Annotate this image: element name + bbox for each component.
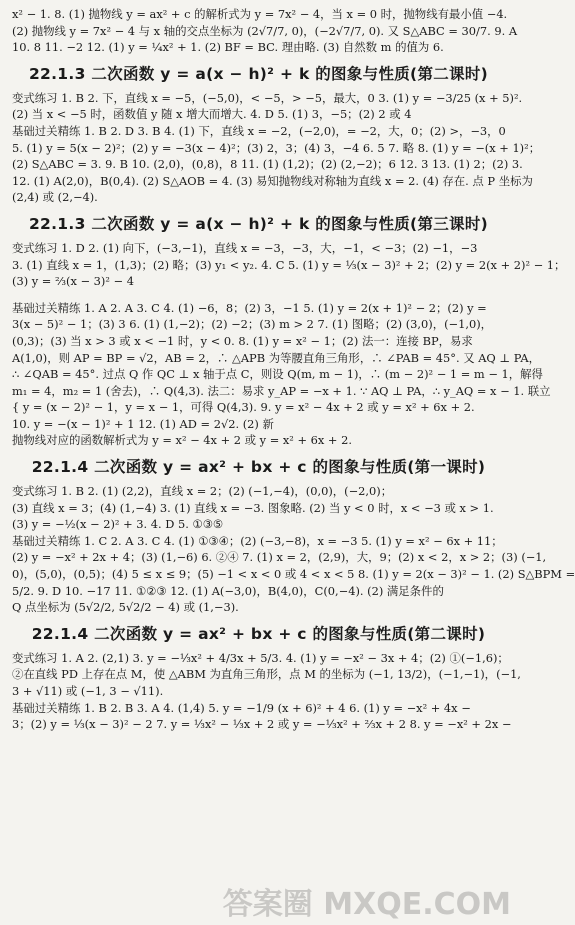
text-line: x² − 1. 8. (1) 抛物线 y = ax² + c 的解析式为 y = 7x² − 4，当 x = 0 时，抛物线有最小值 −4. <box>12 7 508 21</box>
text-line: 10. 8 11. −2 12. (1) y = ¼x² + 1. (2) BF = BC. 理由略. (3) 自然数 m 的值为 6. <box>12 40 444 55</box>
text-line: (3) 直线 x = 3；(4) (1,−4) 3. (1) 直线 x = −3. 图象略. (2) 当 y < 0 时，x < −3 或 x > 1. <box>12 500 494 515</box>
section-22-1-3-part2 <box>12 62 541 206</box>
text-line: 5. (1) y = 5(x − 2)²；(2) y = −3(x − 4)²；(3) 2，3；(4) 3，−4 6. 5 7. 略 8. (1) y = −(x + 1)²； <box>12 140 541 155</box>
text-line: 基础过关精练 1. B 2. B 3. A 4. (1,4) 5. y = −1/9 (x + 6)² + 4 6. (1) y = −x² + 4x − <box>12 700 471 715</box>
text-line: 变式练习 1. B 2. (1) (2,2)，直线 x = 2；(2) (−1,−4)，(0,0)，(−2,0)； <box>12 484 393 499</box>
text-line: (3) y = −½(x − 2)² + 3. 4. D 5. ①③⑤ <box>12 517 224 532</box>
text-line: 基础过关精练 1. B 2. D 3. B 4. (1) 下，直线 x = −2，(−2,0)，= −2，大，0；(2) >，−3，0 <box>12 123 506 138</box>
text-line: 5/2. 9. D 10. −17 11. ①②③ 12. (1) A(−3,0)，B(4,0)，C(0,−4). (2) 满足条件的 <box>12 583 444 598</box>
section-title: 22.1.4 二次函数 y = ax² + bx + c 的图象与性质(第一课时) <box>31 458 486 477</box>
text-line: 3 + √11) 或 (−1, 3 − √11). <box>12 684 164 698</box>
section-22-1-4-part2 <box>12 622 521 733</box>
text-line: 3(x − 5)² − 1；(3) 3 6. (1) (1,−2)；(2) −2；(3) m > 2 7. (1) 图略；(2) (3,0)，(−1,0)， <box>12 317 493 332</box>
text-line: (2) 抛物线 y = 7x² − 4 与 x 轴的交点坐标为 (2√7/7, 0)，(−2√7/7, 0). 又 S△ABC = 30/7. 9. A <box>12 23 518 38</box>
section-title: 22.1.3 二次函数 y = a(x − h)² + k 的图象与性质(第二课时) <box>28 64 489 83</box>
text-line: (2) 当 x < −5 时，函数值 y 随 x 增大而增大. 4. D 5. (1) 3，−5；(2) 2 或 4 <box>12 107 412 122</box>
text-line: A(1,0)，则 AP = BP = √2，AB = 2，∴ △APB 为等腰直角三角形，∴ ∠PAB = 45°. 又 AQ ⊥ PA， <box>12 350 540 365</box>
text-line: ∴ ∠QAB = 45°. 过点 Q 作 QC ⊥ x 轴于点 C，则设 Q(m, m − 1)，∴ (m − 2)² − 1 = m − 1，解得 <box>12 367 543 382</box>
text-line: 抛物线对应的函数解析式为 y = x² − 4x + 2 或 y = x² + 6x + 2. <box>12 433 352 448</box>
text-line: 0)，(5,0)，(0,5)；(4) 5 ≤ x ≤ 9；(5) −1 < x < 0 或 4 < x < 5 8. (1) y = 2(x − 3)² − 1. (2) S△BPM = <box>12 567 575 582</box>
text-line: (2) S△ABC = 3. 9. B 10. (2,0)，(0,8)，8 11. (1) (1,2)；(2) (2,−2)；6 12. 3 13. (1) 2；(2) 3. <box>12 157 523 172</box>
text-line: m₁ = 4，m₂ = 1 (舍去)，∴ Q(4,3). 法二：易求 y_AP = −x + 1. ∵ AQ ⊥ PA，∴ y_AQ = x − 1. 联立 <box>12 383 551 398</box>
section-title: 22.1.4 二次函数 y = ax² + bx + c 的图象与性质(第二课时) <box>31 624 486 643</box>
spacer <box>12 290 505 300</box>
text-line: ②在直线 PD 上存在点 M，使 △ABM 为直角三角形，点 M 的坐标为 (−1, 13/2)，(−1,−1)，(−1, <box>12 667 521 682</box>
text-line: 3；(2) y = ⅓(x − 3)² − 2 7. y = ⅓x² − ⅓x + 2 或 y = −⅓x² + ⅔x + 2 8. y = −x² + 2x − <box>12 717 512 732</box>
text-line: 基础过关精练 1. C 2. A 3. C 4. (1) ①③④；(2) (−3,−8)，x = −3 5. (1) y = x² − 6x + 11； <box>12 533 503 548</box>
text-line: { y = (x − 2)² − 1，y = x − 1，可得 Q(4,3). 9. y = x² − 4x + 2 或 y = x² + 6x + 2. <box>12 400 475 415</box>
text-line: (3) y = ⅔(x − 3)² − 4 <box>12 274 134 289</box>
text-line: 基础过关精练 1. A 2. A 3. C 4. (1) −6，8；(2) 3，−1 5. (1) y = 2(x + 1)² − 2；(2) y = <box>12 300 487 315</box>
text-line: 12. (1) A(2,0)，B(0,4). (2) S△AOB = 4. (3) 易知抛物线对称轴为直线 x = 2. (4) 存在. 点 P 坐标为 <box>12 173 533 188</box>
section-22-1-4-part1 <box>12 455 575 616</box>
section-22-1-3-part3 <box>12 212 566 449</box>
text-line: 变式练习 1. D 2. (1) 向下，(−3,−1)，直线 x = −3，−3，大，−1，< −3；(2) −1，−3 <box>12 240 478 255</box>
text-line: 3. (1) 直线 x = 1，(1,3)；(2) 略；(3) y₁ < y₂. 4. C 5. (1) y = ⅓(x − 3)² + 2；(2) y = 2(x + 2)² − 1； <box>12 257 566 272</box>
section-title: 22.1.3 二次函数 y = a(x − h)² + k 的图象与性质(第三课时) <box>28 214 489 233</box>
text-line: 变式练习 1. B 2. 下，直线 x = −5，(−5,0)，< −5，> −5，最大，0 3. (1) y = −3/25 (x + 5)². <box>12 90 523 105</box>
block-continued <box>12 6 518 56</box>
text-line: 变式练习 1. A 2. (2,1) 3. y = −⅓x² + 4/3x + 5/3. 4. (1) y = −x² − 3x + 4；(2) ①(−1,6)； <box>12 650 509 665</box>
text-line: (2) y = −x² + 2x + 4；(3) (1,−6) 6. ②④ 7. (1) x = 2，(2,9)，大，9；(2) x < 2，x > 2；(3) (−1, <box>12 550 547 565</box>
text-line: (2,4) 或 (2,−4). <box>12 190 98 205</box>
watermark-logo: 答案圈 MXQE.COM <box>222 887 511 922</box>
text-line: (0,3)；(3) 当 x > 3 或 x < −1 时，y < 0. 8. (1) y = x² − 1；(2) 法一：连接 BP，易求 <box>12 333 473 348</box>
text-line: Q 点坐标为 (5√2/2, 5√2/2 − 4) 或 (1,−3). <box>12 600 239 615</box>
text-line: 10. y = −(x − 1)² + 1 12. (1) AD = 2√2. (2) 新 <box>12 416 274 431</box>
